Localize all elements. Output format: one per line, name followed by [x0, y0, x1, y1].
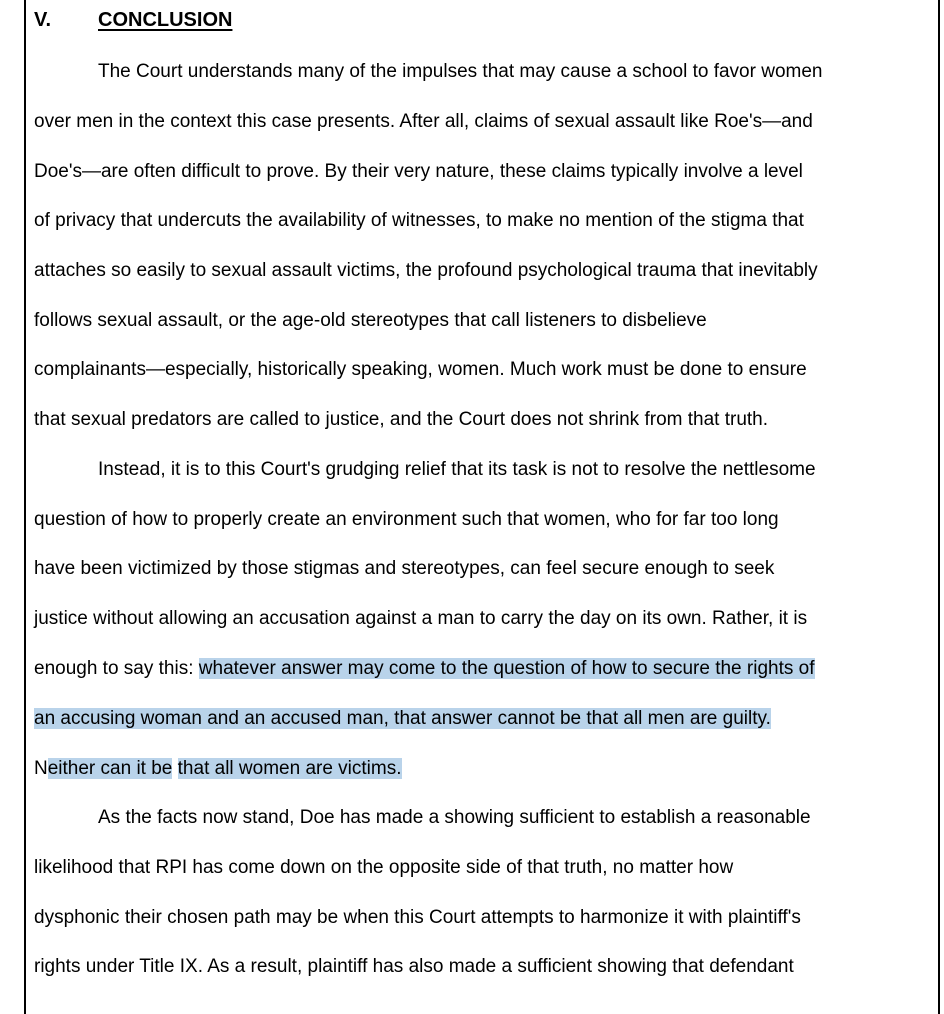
- paragraph-line: that sexual predators are called to justice, and the Court does not shrink from that truth.: [34, 409, 769, 430]
- line-text: enough to say this:: [34, 658, 199, 679]
- paragraph-line: of privacy that undercuts the availability of witnesses, to make no mention of the stigma that: [34, 210, 804, 231]
- paragraph-line: [34, 704, 771, 734]
- paragraph-line: dysphonic their chosen path may be when this Court attempts to harmonize it with plaintiff's: [34, 907, 801, 928]
- paragraph-line: [34, 754, 402, 784]
- paragraph-line: likelihood that RPI has come down on the opposite side of that truth, no matter how: [34, 857, 734, 878]
- paragraph-line: justice without allowing an accusation against a man to carry the day on its own. Rather, it is: [34, 608, 808, 629]
- page-left-border: [24, 0, 26, 1014]
- highlighted-text[interactable]: an accusing woman and an accused man, that answer cannot be that all men are guilty.: [34, 708, 771, 729]
- paragraph-line: Doe's—are often difficult to prove. By their very nature, these claims typically involve a level: [34, 161, 803, 182]
- paragraph-line: Instead, it is to this Court's grudging relief that its task is not to resolve the nettlesome: [98, 459, 816, 480]
- paragraph-line: [34, 654, 815, 684]
- line-text: N: [34, 758, 48, 779]
- paragraph-line: attaches so easily to sexual assault victims, the profound psychological trauma that inevitably: [34, 260, 818, 281]
- paragraph-line: have been victimized by those stigmas and stereotypes, can feel secure enough to seek: [34, 558, 775, 579]
- highlighted-text[interactable]: either can it be: [47, 758, 173, 779]
- paragraph-line: follows sexual assault, or the age-old stereotypes that call listeners to disbelieve: [34, 310, 707, 331]
- section-heading: [34, 5, 232, 35]
- line-text: [172, 758, 177, 779]
- highlighted-text[interactable]: that all women are victims.: [177, 758, 402, 779]
- section-number: V.: [34, 9, 52, 31]
- paragraph-line: rights under Title IX. As a result, plaintiff has also made a sufficient showing that defendant: [34, 956, 794, 977]
- page-right-border: [938, 0, 940, 1014]
- paragraph-line: As the facts now stand, Doe has made a showing sufficient to establish a reasonable: [98, 807, 811, 828]
- paragraph-line: over men in the context this case presents. After all, claims of sexual assault like Roe's—and: [34, 111, 813, 132]
- paragraph-line: question of how to properly create an environment such that women, who for far too long: [34, 509, 779, 530]
- paragraph-line: complainants—especially, historically speaking, women. Much work must be done to ensure: [34, 359, 807, 380]
- paragraph-line: The Court understands many of the impulses that may cause a school to favor women: [98, 61, 823, 82]
- section-title: CONCLUSION: [98, 9, 233, 31]
- highlighted-text[interactable]: whatever answer may come to the question of how to secure the rights of: [198, 658, 815, 679]
